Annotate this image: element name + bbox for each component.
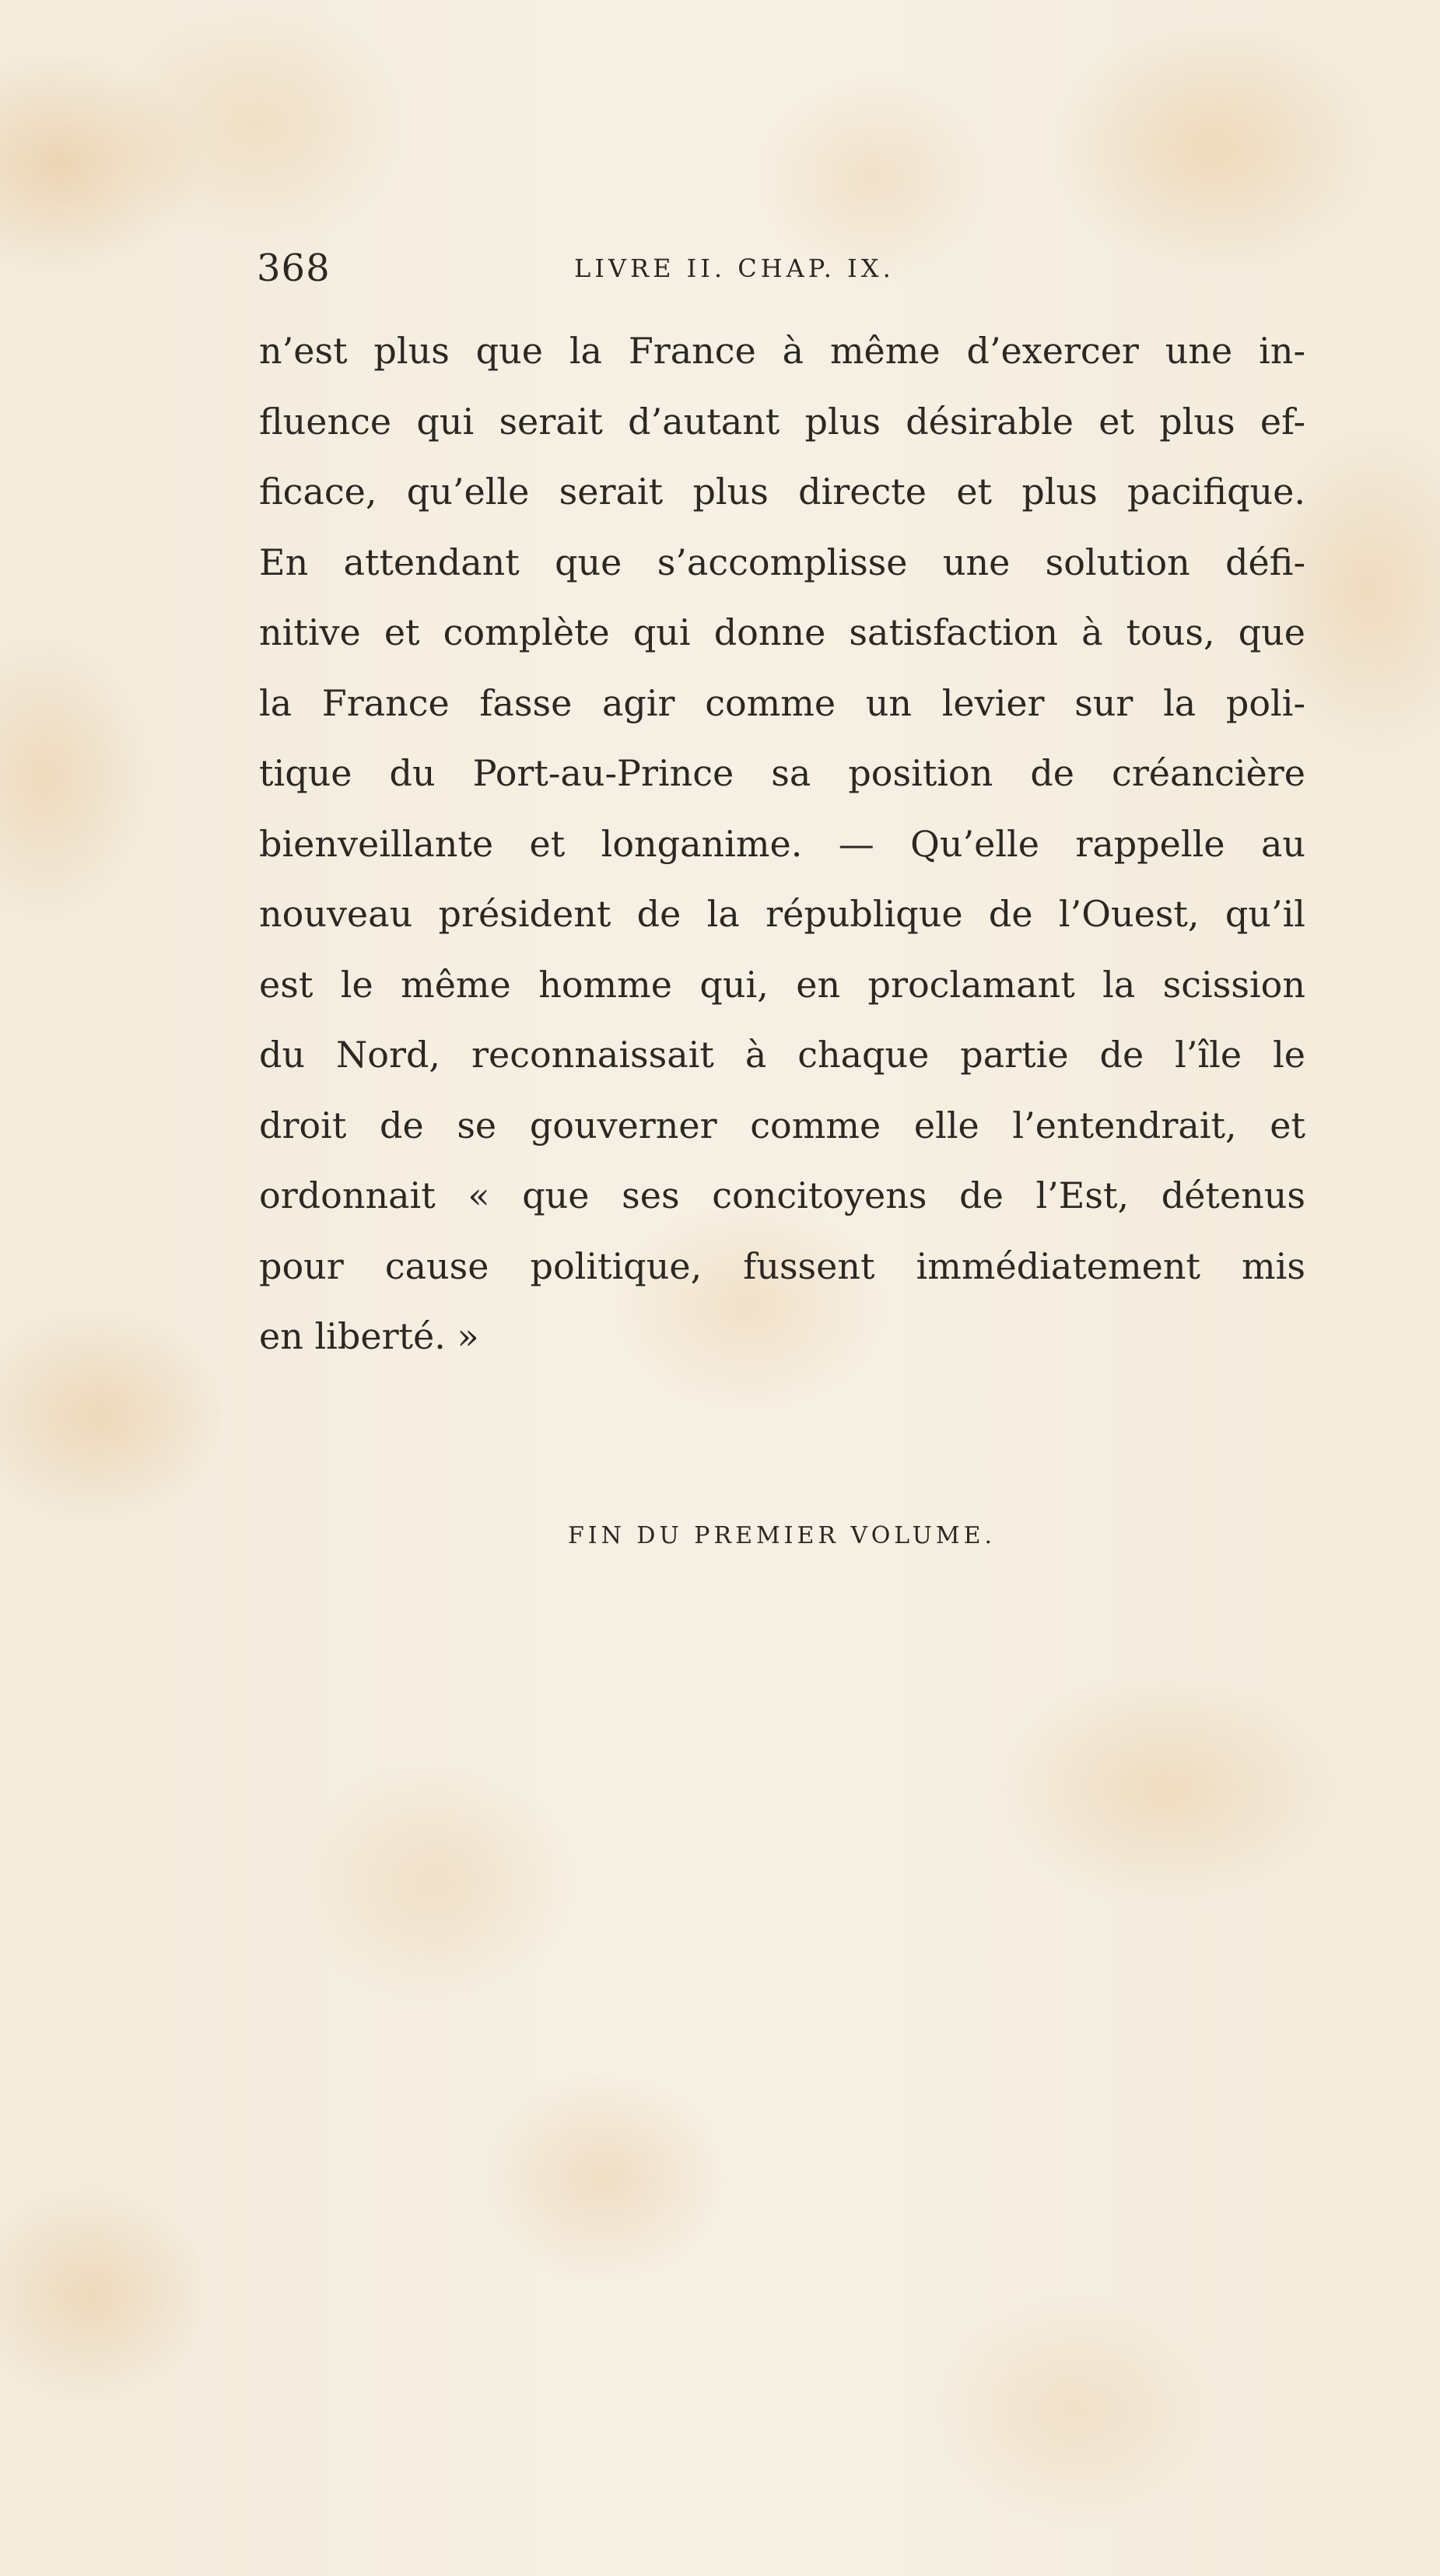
text-line: nouveau président de la république de l’Ouest, qu’il (259, 893, 1305, 935)
text-line: ordonnait « que ses concitoyens de l’Est, détenus (259, 1174, 1305, 1216)
text-line-last: en liberté. » (259, 1315, 479, 1357)
text-line: la France fasse agir comme un levier sur la poli- (259, 681, 1305, 724)
page-number: 368 (257, 247, 331, 290)
text-line: tique du Port-au-Prince sa position de créancière (259, 752, 1305, 794)
text-line: pour cause politique, fussent immédiatement mis (259, 1244, 1305, 1287)
text-line: du Nord, reconnaissait à chaque partie de l’île le (259, 1034, 1305, 1076)
body-text (259, 316, 1305, 1372)
text-line: fluence qui serait d’autant plus désirable et plus ef- (259, 400, 1305, 443)
end-of-volume-note: FIN DU PREMIER VOLUME. (567, 1522, 997, 1549)
text-line: droit de se gouverner comme elle l’entendrait, et (259, 1104, 1305, 1146)
running-head (257, 237, 1307, 299)
text-line: nitive et complète qui donne satisfaction à tous, que (259, 611, 1305, 653)
text-line: est le même homme qui, en proclamant la scission (259, 963, 1305, 1006)
text-line: n’est plus que la France à même d’exercer une in- (259, 330, 1305, 372)
text-line: bienveillante et longanime. — Qu’elle rappelle au (259, 822, 1305, 865)
chapter-heading: LIVRE II. CHAP. IX. (574, 254, 895, 283)
text-line: ficace, qu’elle serait plus directe et plus pacifique. (259, 471, 1305, 513)
text-line: En attendant que s’accomplisse une solution défi- (259, 541, 1305, 583)
